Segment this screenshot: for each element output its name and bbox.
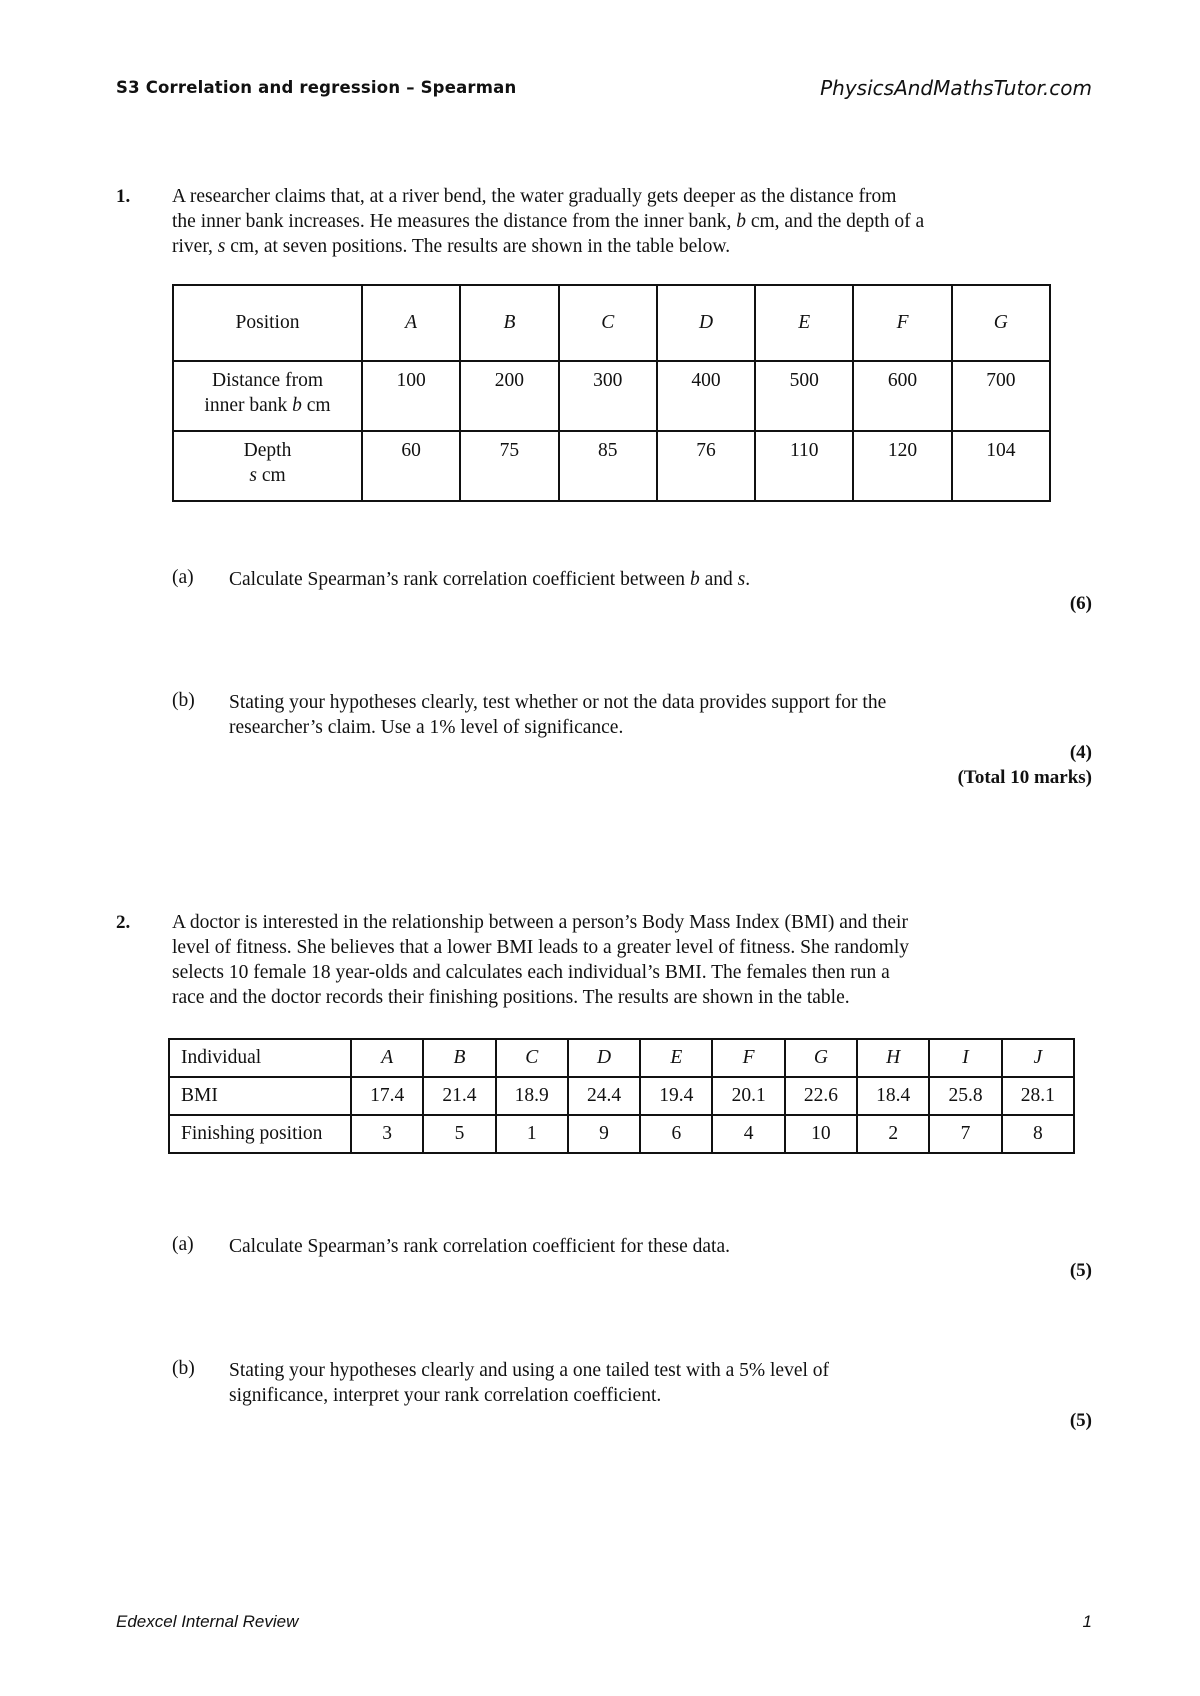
depth-cell: 60	[362, 431, 460, 501]
finishing-position-cell: 6	[640, 1115, 712, 1153]
table-header-cell: Finishing position	[169, 1115, 351, 1153]
bmi-fitness-table	[168, 1038, 1075, 1154]
q2-part-a-letter: (a)	[172, 1234, 194, 1255]
distance-cell: 400	[657, 361, 755, 431]
individual-cell: H	[857, 1039, 929, 1077]
q1-part-a-marks: (6)	[1069, 593, 1092, 614]
table-row	[173, 285, 1050, 361]
individual-cell: G	[785, 1039, 857, 1077]
question-2-number: 2.	[116, 912, 131, 933]
position-cell: G	[952, 285, 1050, 361]
individual-cell: I	[929, 1039, 1001, 1077]
position-cell: D	[657, 285, 755, 361]
depth-cell: 120	[853, 431, 951, 501]
table-header-cell: Position	[173, 285, 362, 361]
bmi-cell: 25.8	[929, 1077, 1001, 1115]
q1-intro-line1: A researcher claims that, at a river bend, the water gradually gets deeper as the distance from	[172, 186, 897, 207]
individual-cell: J	[1002, 1039, 1074, 1077]
individual-cell: F	[712, 1039, 784, 1077]
site-name: PhysicsAndMathsTutor.com	[820, 76, 1092, 100]
position-cell: B	[460, 285, 558, 361]
q1-part-b-text: Stating your hypotheses clearly, test whether or not the data provides support for the researcher’s claim. Use a 1% level of significance.	[229, 692, 887, 738]
table-header-cell: Depth s cm	[173, 431, 362, 501]
table-header-cell: BMI	[169, 1077, 351, 1115]
bmi-cell: 20.1	[712, 1077, 784, 1115]
distance-cell: 100	[362, 361, 460, 431]
page-number: 1	[1082, 1612, 1092, 1631]
q2-part-b-marks: (5)	[1069, 1410, 1092, 1431]
finishing-position-cell: 4	[712, 1115, 784, 1153]
table-header-cell: Distance from inner bank b cm	[173, 361, 362, 431]
depth-cell: 75	[460, 431, 558, 501]
table-row	[173, 431, 1050, 501]
distance-cell: 700	[952, 361, 1050, 431]
question-1-intro	[172, 184, 924, 259]
finishing-position-cell: 1	[496, 1115, 568, 1153]
position-cell: E	[755, 285, 853, 361]
depth-cell: 85	[559, 431, 657, 501]
bmi-cell: 28.1	[1002, 1077, 1074, 1115]
finishing-position-cell: 9	[568, 1115, 640, 1153]
individual-cell: C	[496, 1039, 568, 1077]
document-header-title: S3 Correlation and regression – Spearman	[116, 78, 517, 97]
q1-part-a-letter: (a)	[172, 567, 194, 588]
finishing-position-cell: 2	[857, 1115, 929, 1153]
finishing-position-cell: 5	[423, 1115, 495, 1153]
finishing-position-cell: 3	[351, 1115, 423, 1153]
position-cell: F	[853, 285, 951, 361]
q1-part-b-marks: (4) (Total 10 marks)	[957, 742, 1092, 788]
q1-total-marks: (Total 10 marks)	[957, 767, 1092, 788]
finishing-position-cell: 10	[785, 1115, 857, 1153]
q2-part-b-letter: (b)	[172, 1358, 195, 1379]
river-depth-table	[172, 284, 1051, 502]
table-header-cell: Individual	[169, 1039, 351, 1077]
distance-cell: 200	[460, 361, 558, 431]
bmi-cell: 18.9	[496, 1077, 568, 1115]
table-row	[173, 361, 1050, 431]
position-cell: A	[362, 285, 460, 361]
finishing-position-cell: 7	[929, 1115, 1001, 1153]
bmi-cell: 24.4	[568, 1077, 640, 1115]
individual-cell: B	[423, 1039, 495, 1077]
table-row	[169, 1039, 1074, 1077]
individual-cell: E	[640, 1039, 712, 1077]
q2-part-a-text: Calculate Spearman’s rank correlation coefficient for these data.	[229, 1236, 731, 1257]
distance-cell: 500	[755, 361, 853, 431]
bmi-cell: 22.6	[785, 1077, 857, 1115]
table-row	[169, 1115, 1074, 1153]
q1-intro-line3: river, s cm, at seven positions. The results are shown in the table below.	[172, 236, 731, 257]
depth-cell: 76	[657, 431, 755, 501]
depth-cell: 104	[952, 431, 1050, 501]
table-row	[169, 1077, 1074, 1115]
bmi-cell: 18.4	[857, 1077, 929, 1115]
bmi-cell: 19.4	[640, 1077, 712, 1115]
individual-cell: A	[351, 1039, 423, 1077]
q1-intro-line2: the inner bank increases. He measures the distance from the inner bank, b cm, and the depth of a	[172, 211, 925, 232]
question-1-number: 1.	[116, 186, 131, 207]
q1-part-b-letter: (b)	[172, 690, 195, 711]
bmi-cell: 21.4	[423, 1077, 495, 1115]
position-cell: C	[559, 285, 657, 361]
distance-cell: 300	[559, 361, 657, 431]
depth-cell: 110	[755, 431, 853, 501]
question-2-intro: A doctor is interested in the relationship between a person’s Body Mass Index (BMI) and their level of fitness. She believes that a lower BMI leads to a greater level of fitness. She randomly selects 10 female 18 year-olds and calculates each individual’s BMI. The females then run a race and the doctor records their finishing positions. The results are shown in the table.	[172, 912, 909, 1008]
distance-cell: 600	[853, 361, 951, 431]
q2-part-a-marks: (5)	[1069, 1260, 1092, 1281]
finishing-position-cell: 8	[1002, 1115, 1074, 1153]
bmi-cell: 17.4	[351, 1077, 423, 1115]
q1-part-a-text: Calculate Spearman’s rank correlation coefficient between b and s.	[229, 569, 751, 590]
footer-source: Edexcel Internal Review	[116, 1612, 299, 1631]
q2-part-b-text: Stating your hypotheses clearly and using a one tailed test with a 5% level of significance, interpret your rank correlation coefficient.	[229, 1360, 830, 1406]
individual-cell: D	[568, 1039, 640, 1077]
